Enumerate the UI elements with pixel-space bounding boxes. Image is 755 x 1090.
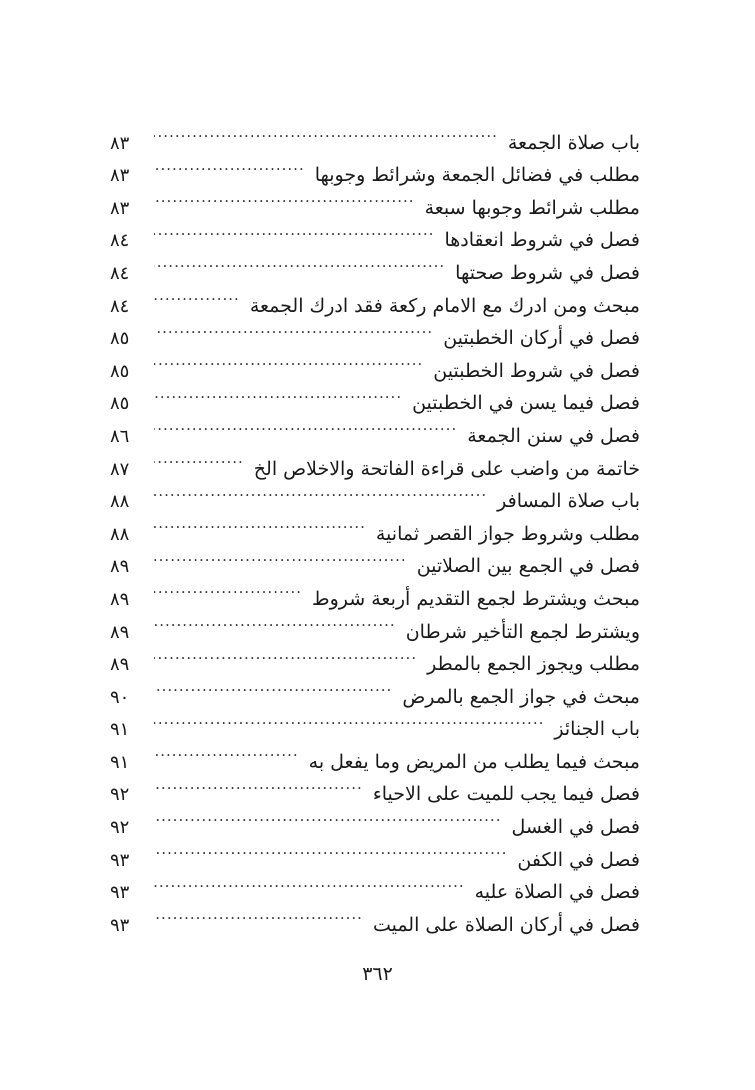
toc-entry-page: ٨٥	[110, 328, 130, 350]
toc-entry-page: ٨٩	[110, 588, 130, 610]
toc-entry-title: ويشترط لجمع التأخير شرطان	[405, 620, 640, 643]
dot-leader	[154, 833, 507, 866]
dot-leader	[154, 344, 423, 377]
dot-leader	[154, 312, 433, 345]
dot-leader	[154, 735, 299, 768]
page-number: ٣٦٢	[362, 963, 393, 985]
toc-entry-page: ٩٢	[110, 784, 130, 806]
toc-entry-title: مبحث فيما يطلب من المريض وما يفعل به	[308, 750, 640, 773]
toc-entry-page: ٨٣	[110, 165, 130, 187]
toc-entry-page: ٨٥	[110, 360, 130, 382]
dot-leader	[154, 246, 445, 279]
dot-leader	[154, 768, 363, 801]
dot-leader	[154, 475, 487, 508]
toc-entry-title: خاتمة من واضب على قراءة الفاتحة والاخلاص الخ	[253, 457, 640, 480]
toc-entry-page: ٨٧	[110, 458, 130, 480]
toc-entry-title: باب صلاة الجمعة	[507, 131, 640, 154]
dot-leader	[154, 898, 363, 931]
toc-entry-title: فصل في أركان الخطبتين	[443, 327, 640, 350]
toc-entry-page: ٩٠	[110, 686, 130, 708]
toc-entry-title: فصل فيما يسن في الخطبتين	[412, 392, 640, 415]
toc-entry-page: ٨٣	[110, 132, 130, 154]
dot-leader	[154, 181, 415, 214]
toc-entry-title: مطلب ويجوز الجمع بالمطر	[427, 653, 640, 676]
dot-leader	[154, 377, 402, 410]
toc-entry-page: ٨٤	[110, 230, 130, 252]
dot-leader	[154, 214, 434, 247]
toc-entry-title: مطلب شرائط وجوبها سبعة	[424, 196, 640, 219]
toc-entry-title: فصل في الغسل	[511, 816, 640, 839]
toc-entry-page: ٩١	[110, 751, 130, 773]
toc-entry-title: فصل في الصلاة عليه	[474, 881, 640, 904]
dot-leader	[154, 866, 465, 899]
toc-entry-title: فصل في سنن الجمعة	[467, 424, 640, 447]
toc-entry-title: فصل في أركان الصلاة على الميت	[372, 913, 640, 936]
toc-entry-page: ٨٥	[110, 393, 130, 415]
dot-leader	[154, 572, 302, 605]
toc-entry-title: مبحث ومن ادرك مع الامام ركعة فقد ادرك الجمعة	[249, 294, 640, 317]
toc-entry-title: فصل في الجمع بين الصلاتين	[416, 555, 640, 578]
toc-entry-title: مبحث في جواز الجمع بالمرض	[402, 685, 640, 708]
toc-entry-page: ٩٣	[110, 914, 130, 936]
dot-leader	[154, 638, 417, 671]
toc-entry-title: فصل في شروط انعقادها	[444, 229, 640, 252]
toc-entry-page: ٨٦	[110, 425, 130, 447]
toc-entry-page: ٨٩	[110, 621, 130, 643]
dot-leader	[154, 279, 240, 312]
toc-entry-page: ٩٢	[110, 817, 130, 839]
toc-entry-page: ٩١	[110, 719, 130, 741]
toc-entry-title: فصل في الكفن	[517, 848, 640, 871]
toc-entry-title: مبحث ويشترط لجمع التقديم أربعة شروط	[312, 587, 640, 610]
toc-entry-page: ٨٤	[110, 295, 130, 317]
toc-entry-title: مطلب في فضائل الجمعة وشرائط وجوبها	[314, 164, 640, 187]
dot-leader	[154, 540, 407, 573]
toc-entry-page: ٨٣	[110, 197, 130, 219]
toc-entry-page: ٩٣	[110, 849, 130, 871]
dot-leader	[154, 149, 305, 182]
toc-entry-title: باب الجنائز	[554, 718, 640, 741]
toc-entry-page: ٨٩	[110, 654, 130, 676]
toc-entry-page: ٩٣	[110, 882, 130, 904]
toc-entry-title: باب صلاة المسافر	[497, 490, 640, 513]
toc-entry	[110, 116, 640, 154]
dot-leader	[154, 442, 244, 475]
dot-leader	[154, 800, 501, 833]
dot-leader	[154, 670, 392, 703]
dot-leader	[154, 605, 396, 638]
toc-entry-title: مطلب وشروط جواز القصر ثمانية	[375, 522, 640, 545]
dot-leader	[154, 409, 457, 442]
toc-entry-title: فصل في شروط الخطبتين	[433, 359, 640, 382]
toc-entry-title: فصل فيما يجب للميت على الاحياء	[372, 783, 640, 806]
toc-entry-page: ٨٤	[110, 262, 130, 284]
toc-entry-page: ٨٩	[110, 556, 130, 578]
toc-entry-title: فصل في شروط صحتها	[455, 261, 640, 284]
dot-leader	[154, 116, 498, 149]
dot-leader	[154, 507, 366, 540]
table-of-contents	[110, 116, 640, 936]
toc-entry-page: ٨٨	[110, 491, 130, 513]
toc-entry-page: ٨٨	[110, 523, 130, 545]
dot-leader	[154, 703, 544, 736]
